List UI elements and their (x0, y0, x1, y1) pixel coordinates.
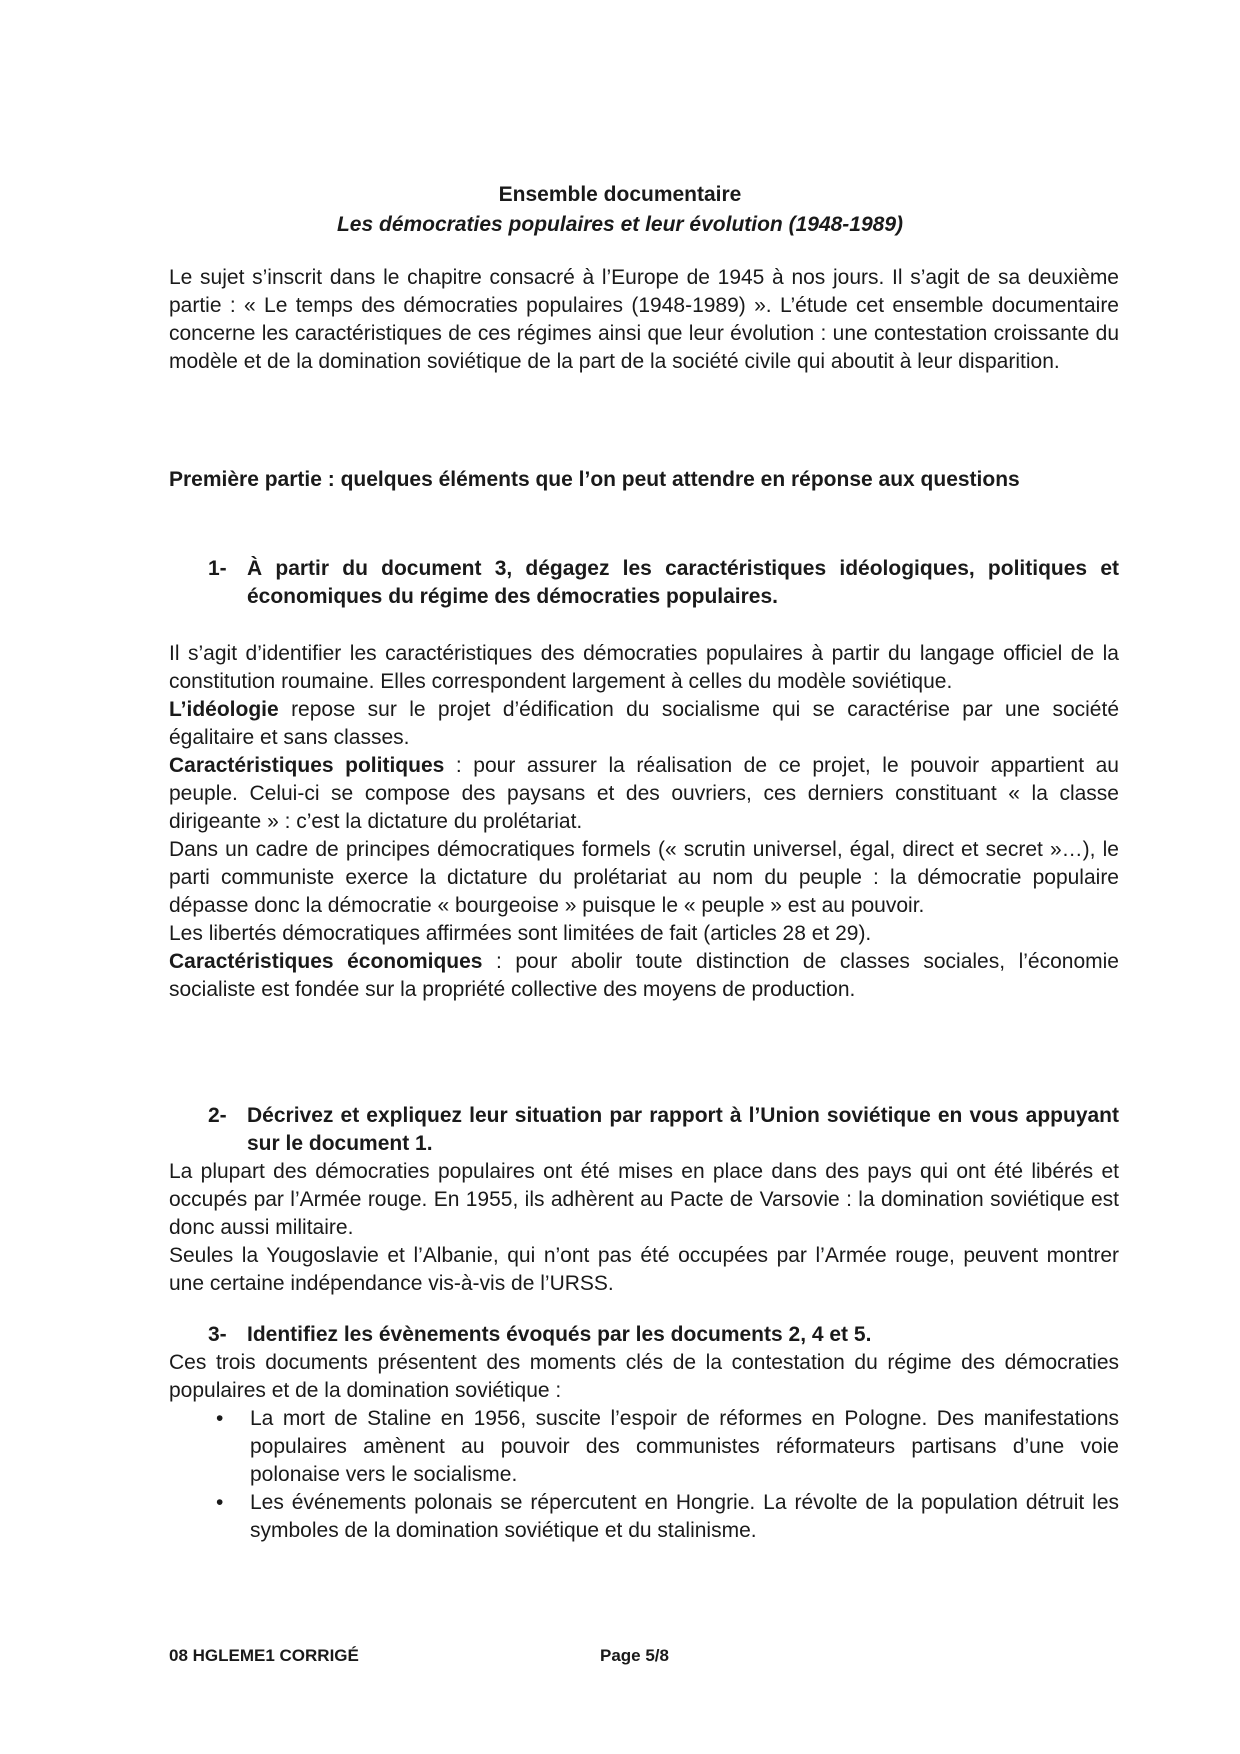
list-item (169, 1489, 1119, 1545)
ideology-text: repose sur le projet d’édification du socialisme qui se caractérise par une société égalitaire et sans classes. (169, 698, 1119, 749)
answer-2-paragraph-1: La plupart des démocraties populaires ont été mises en place dans des pays qui ont été libérés et occupés par l’Armée rouge. En 1955, ils adhèrent au Pacte de Varsovie : la domination soviétique est donc aussi militaire. (169, 1160, 1119, 1239)
title-block (0, 180, 1240, 240)
economic-label: Caractéristiques économiques (169, 950, 483, 973)
bullet-icon: • (216, 1491, 224, 1514)
question-1 (208, 555, 1119, 611)
footer-document-code: 08 HGLEME1 CORRIGÉ (169, 1646, 359, 1665)
document-title: Ensemble documentaire (498, 183, 742, 206)
question-3-text: Identifiez les évènements évoqués par les documents 2, 4 et 5. (247, 1323, 872, 1346)
part-heading: Première partie : quelques éléments que l’on peut attendre en réponse aux questions (169, 468, 1020, 491)
answer-3 (169, 1349, 1119, 1545)
economic-text: : pour abolir toute distinction de classes sociales, l’économie socialiste est fondée sur la propriété collective des moyens de production. (169, 950, 1119, 1001)
question-2-text: Décrivez et expliquez leur situation par rapport à l’Union soviétique en vous appuyant sur le document 1. (247, 1104, 1119, 1155)
ideology-label: L’idéologie (169, 698, 279, 721)
answer-1-ideology (169, 696, 1119, 752)
question-2-number: 2- (208, 1104, 227, 1127)
answer-2-paragraph-2: Seules la Yougoslavie et l’Albanie, qui n’ont pas été occupées par l’Armée rouge, peuvent montrer une certaine indépendance vis-à-vis de l’URSS. (169, 1244, 1119, 1295)
question-3 (208, 1321, 1119, 1349)
list-item-text: La mort de Staline en 1956, suscite l’espoir de réformes en Pologne. Des manifestations populaires amènent au pouvoir des communistes réformateurs partisans d’une voie polonaise vers le socialisme. (250, 1407, 1119, 1486)
political-label: Caractéristiques politiques (169, 754, 445, 777)
answer-1-paragraph: Il s’agit d’identifier les caractéristiques des démocraties populaires à partir du langage officiel de la constitution roumaine. Elles correspondent largement à celles du modèle soviétique. (169, 642, 1119, 693)
list-item-text: Les événements polonais se répercutent en Hongrie. La révolte de la population détruit les symboles de la domination soviétique et du stalinisme. (250, 1491, 1119, 1542)
answer-2 (169, 1158, 1119, 1298)
question-1-text: À partir du document 3, dégagez les caractéristiques idéologiques, politiques et économiques du régime des démocraties populaires. (247, 557, 1119, 608)
question-1-number: 1- (208, 557, 227, 580)
question-2 (208, 1102, 1119, 1158)
political-text: : pour assurer la réalisation de ce projet, le pouvoir appartient au peuple. Celui-ci se compose des paysans et des ouvriers, ces derniers constituant « la classe dirigeante » : c’est la dictature du prolétariat. (169, 754, 1119, 833)
list-item (169, 1405, 1119, 1489)
intro-paragraph (169, 264, 1119, 376)
bullet-icon: • (216, 1407, 224, 1430)
answer-3-bullet-list (169, 1405, 1119, 1545)
question-3-number: 3- (208, 1323, 227, 1346)
answer-1-framework: Dans un cadre de principes démocratiques formels (« scrutin universel, égal, direct et secret »…), le parti communiste exerce la dictature du prolétariat au nom du peuple : la démocratie populaire dépasse donc la démocratie « bourgeoise » puisque le « peuple » est au pouvoir. (169, 838, 1119, 917)
answer-1-economic (169, 948, 1119, 1004)
footer-page-number: Page 5/8 (600, 1646, 669, 1665)
answer-3-paragraph: Ces trois documents présentent des moments clés de la contestation du régime des démocraties populaires et de la domination soviétique : (169, 1351, 1119, 1402)
intro-text: Le sujet s’inscrit dans le chapitre consacré à l’Europe de 1945 à nos jours. Il s’agit de sa deuxième partie : « Le temps des démocraties populaires (1948-1989) ». L’étude cet ensemble documentaire concerne les caractéristiques de ces régimes ainsi que leur évolution : une contestation croissante du modèle et de la domination soviétique de la part de la société civile qui aboutit à leur disparition. (169, 266, 1119, 373)
document-subtitle: Les démocraties populaires et leur évolution (1948-1989) (336, 213, 904, 236)
answer-1 (169, 640, 1119, 1004)
answer-1-political (169, 752, 1119, 836)
answer-1-freedoms: Les libertés démocratiques affirmées sont limitées de fait (articles 28 et 29). (169, 922, 872, 945)
